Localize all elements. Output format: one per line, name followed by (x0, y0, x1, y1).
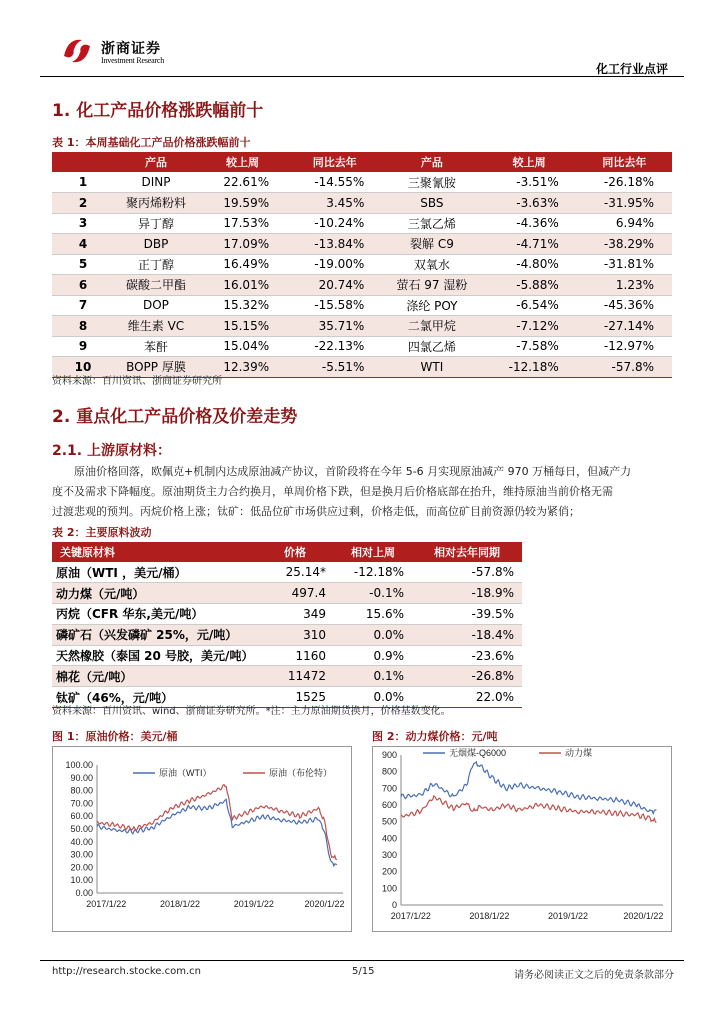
product-cell: 双氧水 (382, 254, 481, 275)
figure-1-caption: 图 1：原油价格：美元/桶 (52, 730, 178, 743)
section-2-title: 2. 重点化工产品价格及价差走势 (52, 407, 298, 427)
table-1-caption: 表 1：本周基础化工产品价格涨跌幅前十 (52, 136, 251, 149)
y-tick-label: 600 (381, 800, 397, 810)
week-change-cell: 22.61% (198, 172, 287, 193)
rank-cell: 8 (52, 316, 114, 337)
week-change-cell: 0.0% (334, 687, 412, 708)
table-header-cell: 同比去年 (577, 152, 672, 172)
week-change-cell: -7.58% (482, 336, 577, 357)
material-name-cell: 棉花（元/吨） (52, 666, 256, 687)
year-change-cell: 22.0% (412, 687, 522, 708)
product-cell: 聚丙烯粉料 (114, 193, 198, 214)
year-change-cell: -15.58% (287, 295, 382, 316)
logo-chinese-name: 浙商证券 (101, 41, 161, 57)
week-change-cell: -12.18% (334, 562, 412, 583)
product-cell: BOPP 厚膜 (114, 357, 198, 378)
rank-cell: 4 (52, 234, 114, 255)
week-change-cell: 17.09% (198, 234, 287, 255)
material-name-cell: 丙烷（CFR 华东,美元/吨） (52, 604, 256, 625)
x-tick-label: 2018/1/22 (160, 899, 201, 909)
table-header-cell (52, 152, 114, 172)
table-row (52, 275, 672, 296)
table-header-cell: 较上周 (482, 152, 577, 172)
week-change-cell: -5.88% (482, 275, 577, 296)
company-logo-icon (60, 34, 94, 68)
week-change-cell: -4.80% (482, 254, 577, 275)
table-1-source: 资料来源：百川资讯、浙商证券研究所 (52, 376, 222, 387)
year-change-cell: -10.24% (287, 213, 382, 234)
rank-cell: 9 (52, 336, 114, 357)
table-2-header-row (52, 542, 522, 562)
table-row (52, 234, 672, 255)
y-tick-label: 700 (381, 783, 397, 794)
year-change-cell: -12.97% (577, 336, 672, 357)
x-tick-label: 2019/1/22 (233, 899, 274, 909)
x-tick-label: 2018/1/22 (469, 911, 510, 921)
logo-english-name: Investment Research (101, 56, 165, 65)
footer-divider (40, 960, 684, 961)
year-change-cell: 20.74% (287, 275, 382, 296)
report-type-title: 化工行业点评 (595, 62, 668, 76)
week-change-cell: 15.04% (198, 336, 287, 357)
upstream-paragraph (52, 462, 672, 522)
table-row (52, 336, 672, 357)
week-change-cell: -7.12% (482, 316, 577, 337)
y-tick-label: 900 (381, 750, 397, 760)
product-cell: 三聚氰胺 (382, 172, 481, 193)
table-header-cell: 较上周 (198, 152, 287, 172)
week-change-cell: 0.1% (334, 666, 412, 687)
year-change-cell: -31.81% (577, 254, 672, 275)
year-change-cell: -57.8% (412, 562, 522, 583)
legend-label: 原油（布伦特） (269, 768, 333, 778)
year-change-cell: -38.29% (577, 234, 672, 255)
year-change-cell: 35.71% (287, 316, 382, 337)
year-change-cell: -26.8% (412, 666, 522, 687)
table-header-cell: 产品 (382, 152, 481, 172)
material-name-cell: 天然橡胶（泰国 20 号胶，美元/吨） (52, 645, 256, 666)
footer-url-link[interactable]: http://research.stocke.com.cn (52, 966, 201, 977)
product-cell: SBS (382, 193, 481, 214)
table-row (52, 562, 522, 583)
table-header-cell: 价格 (256, 542, 334, 562)
rank-cell: 7 (52, 295, 114, 316)
x-tick-label: 2020/1/22 (304, 899, 345, 909)
page-number: 5/15 (352, 966, 375, 977)
y-tick-label: 100 (381, 883, 397, 894)
table-row (52, 624, 522, 645)
year-change-cell: 1.23% (577, 275, 672, 296)
table-row (52, 295, 672, 316)
week-change-cell: 0.0% (334, 624, 412, 645)
year-change-cell: 3.45% (287, 193, 382, 214)
y-tick-label: 40.00 (70, 836, 93, 847)
price-cell: 11472 (256, 666, 334, 687)
table-2-caption: 表 2：主要原料波动 (52, 526, 152, 539)
y-tick-label: 20.00 (70, 862, 93, 873)
year-change-cell: -31.95% (577, 193, 672, 214)
product-cell: 正丁醇 (114, 254, 198, 275)
year-change-cell: -22.13% (287, 336, 382, 357)
product-cell: DOP (114, 295, 198, 316)
price-cell: 1525 (256, 687, 334, 708)
figure-2-caption: 图 2：动力煤价格：元/吨 (372, 730, 498, 743)
year-change-cell: -18.9% (412, 583, 522, 604)
table-row (52, 193, 672, 214)
week-change-cell: 16.49% (198, 254, 287, 275)
figure-1-chart (52, 746, 352, 932)
y-tick-label: 10.00 (70, 875, 93, 886)
year-change-cell: -5.51% (287, 357, 382, 378)
x-tick-label: 2019/1/22 (548, 911, 589, 921)
y-tick-label: 60.00 (70, 811, 93, 822)
x-tick-label: 2017/1/22 (86, 899, 127, 909)
week-change-cell: -6.54% (482, 295, 577, 316)
week-change-cell: 17.53% (198, 213, 287, 234)
rank-cell: 3 (52, 213, 114, 234)
material-name-cell: 磷矿石（兴发磷矿 25%，元/吨） (52, 624, 256, 645)
product-cell: DBP (114, 234, 198, 255)
week-change-cell: 15.6% (334, 604, 412, 625)
year-change-cell: -13.84% (287, 234, 382, 255)
product-cell: 裂解 C9 (382, 234, 481, 255)
rank-cell: 1 (52, 172, 114, 193)
week-change-cell: -4.36% (482, 213, 577, 234)
table-2-source: 资料来源：百川资讯、wind、浙商证券研究所。*注：主力原油期货换月，价格基数变化。 (52, 706, 451, 717)
price-cell: 349 (256, 604, 334, 625)
price-cell: 1160 (256, 645, 334, 666)
table-header-cell: 相对去年同期 (412, 542, 522, 562)
week-change-cell: -3.63% (482, 193, 577, 214)
rank-cell: 10 (52, 357, 114, 378)
disclaimer-note: 请务必阅读正文之后的免责条款部分 (514, 970, 674, 981)
table-1-header-row (52, 152, 672, 172)
price-cell: 310 (256, 624, 334, 645)
y-tick-label: 90.00 (70, 772, 93, 783)
y-tick-label: 70.00 (70, 798, 93, 809)
y-tick-label: 200 (381, 866, 397, 877)
rank-cell: 6 (52, 275, 114, 296)
table-row (52, 254, 672, 275)
product-cell: 涤纶 POY (382, 295, 481, 316)
product-cell: 二氯甲烷 (382, 316, 481, 337)
table-header-cell: 同比去年 (287, 152, 382, 172)
x-tick-label: 2017/1/22 (390, 911, 431, 921)
product-cell: 碳酸二甲酯 (114, 275, 198, 296)
year-change-cell: -19.00% (287, 254, 382, 275)
week-change-cell: -0.1% (334, 583, 412, 604)
legend-label: 无烟煤-Q6000 (449, 748, 507, 758)
legend-label: 动力煤 (565, 748, 593, 758)
product-cell: 三氯乙烯 (382, 213, 481, 234)
year-change-cell: -18.4% (412, 624, 522, 645)
product-cell: 苯酐 (114, 336, 198, 357)
year-change-cell: -14.55% (287, 172, 382, 193)
year-change-cell: -26.18% (577, 172, 672, 193)
rank-cell: 2 (52, 193, 114, 214)
paragraph-line: 原油价格回落，欧佩克+机制内达成原油减产协议，首阶段将在今年 5-6 月实现原油减产 970 万桶每日，但减产力 (74, 465, 632, 478)
product-cell: 萤石 97 湿粉 (382, 275, 481, 296)
table-header-cell: 相对上周 (334, 542, 412, 562)
y-tick-label: 300 (381, 850, 397, 860)
product-cell: 维生素 VC (114, 316, 198, 337)
table-1-top-movers (52, 152, 672, 378)
y-tick-label: 800 (381, 766, 397, 777)
y-tick-label: 500 (381, 816, 397, 827)
y-tick-label: 30.00 (70, 849, 93, 860)
week-change-cell: 16.01% (198, 275, 287, 296)
y-tick-label: 80.00 (70, 785, 93, 796)
week-change-cell: 0.9% (334, 645, 412, 666)
table-row (52, 583, 522, 604)
figure-2-chart (372, 746, 672, 932)
series-line (97, 799, 337, 866)
table-row (52, 172, 672, 193)
thermal-coal-chart (373, 747, 671, 931)
table-2-raw-materials (52, 542, 522, 708)
week-change-cell: -3.51% (482, 172, 577, 193)
table-row (52, 604, 522, 625)
legend-label: 原油（WTI） (159, 768, 212, 778)
y-tick-label: 50.00 (70, 824, 93, 834)
material-name-cell: 动力煤（元/吨） (52, 583, 256, 604)
product-cell: WTI (382, 357, 481, 378)
rank-cell: 5 (52, 254, 114, 275)
price-cell: 25.14* (256, 562, 334, 583)
table-header-cell: 关键原材料 (52, 542, 256, 562)
week-change-cell: 12.39% (198, 357, 287, 378)
page-header (40, 28, 684, 78)
material-name-cell: 原油（WTI ，美元/桶） (52, 562, 256, 583)
x-tick-label: 2020/1/22 (623, 911, 664, 921)
year-change-cell: 6.94% (577, 213, 672, 234)
y-tick-label: 0 (391, 900, 397, 910)
crude-oil-chart (53, 747, 351, 931)
table-row (52, 213, 672, 234)
table-row (52, 316, 672, 337)
year-change-cell: -45.36% (577, 295, 672, 316)
year-change-cell: -57.8% (577, 357, 672, 378)
week-change-cell: 15.32% (198, 295, 287, 316)
product-cell: DINP (114, 172, 198, 193)
y-tick-label: 0.00 (75, 888, 93, 898)
y-tick-label: 400 (381, 833, 397, 844)
subsection-2-1-title: 2.1. 上游原材料： (52, 443, 171, 459)
table-row (52, 645, 522, 666)
series-line (401, 762, 656, 814)
header-divider (40, 76, 684, 77)
week-change-cell: 19.59% (198, 193, 287, 214)
year-change-cell: -39.5% (412, 604, 522, 625)
paragraph-line: 过渡悲观的预判。丙烷价格上涨；钛矿：低品位矿市场供应过剩，价格走低，而高位矿目前资源仍较为紧俏； (52, 505, 580, 518)
table-header-cell: 产品 (114, 152, 198, 172)
y-tick-label: 100.00 (65, 760, 93, 770)
year-change-cell: -27.14% (577, 316, 672, 337)
week-change-cell: -4.71% (482, 234, 577, 255)
product-cell: 异丁醇 (114, 213, 198, 234)
table-row (52, 666, 522, 687)
product-cell: 四氯乙烯 (382, 336, 481, 357)
week-change-cell: 15.15% (198, 316, 287, 337)
paragraph-line: 度不及需求下降幅度。原油期货主力合约换月，单周价格下跌，但是换月后价格底部在抬升，维持原油当前价格无需 (52, 485, 613, 498)
week-change-cell: -12.18% (482, 357, 577, 378)
year-change-cell: -23.6% (412, 645, 522, 666)
price-cell: 497.4 (256, 583, 334, 604)
section-1-title: 1. 化工产品价格涨跌幅前十 (52, 101, 264, 121)
material-name-cell: 钛矿（46%，元/吨） (52, 687, 256, 708)
